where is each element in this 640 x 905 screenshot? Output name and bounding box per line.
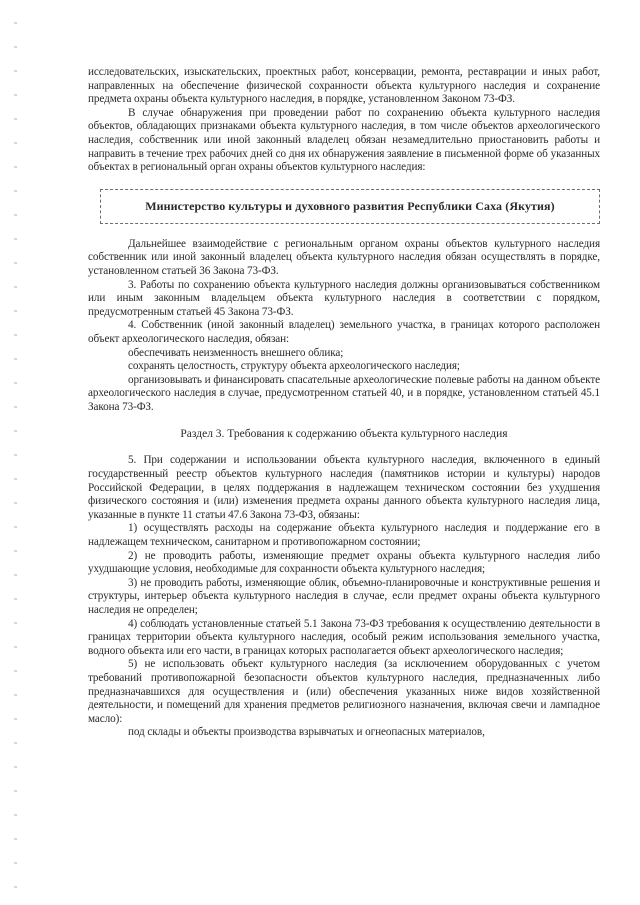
- list-item: 2) не проводить работы, изменяющие предмет охраны объекта культурного наследия либо ухудшающие условия, необходимые для сохранности объекта культурного наследия;: [88, 549, 600, 576]
- framed-authority-box: [100, 189, 600, 224]
- list-item: обеспечивать неизменность внешнего облика;: [128, 346, 344, 359]
- list-item: организовывать и финансировать спасательные археологические полевые работы на данном объекте археологического наследия в случае, предусмотренном статьей 40, и в порядке, установленном статьей 45.1 Закона 73-ФЗ.: [88, 373, 600, 413]
- paragraph: 5. При содержании и использовании объекта культурного наследия, включенного в единый государственный реестр объектов культурного наследия (памятников истории и культуры) народов Российской Федерации, в целях поддержания в надлежащем техническом состоянии без ухудшения физического состояния и (или) изменения предмета охраны данного объекта культурного наследия лица, указанные в пункте 11 статьи 47.6 Закона 73-ФЗ, обязаны:: [88, 454, 600, 521]
- list-item: под склады и объекты производства взрывчатых и огнеопасных материалов,: [128, 726, 485, 739]
- list-item: 3) не проводить работы, изменяющие облик, объемно-планировочные и конструктивные решения и структуры, интерьер объекта культурного наследия в случае, если предмет охраны объекта культурного наследия не определен;: [88, 576, 600, 616]
- paragraph: 4. Собственник (иной законный владелец) земельного участка, в границах которого расположен объект археологического наследия, обязан:: [88, 319, 600, 345]
- list-item: сохранять целостность, структуру объекта археологического наследия;: [128, 360, 460, 373]
- section-heading: Раздел 3. Требования к содержанию объекта культурного наследия: [180, 428, 508, 441]
- list-item: 5) не использовать объект культурного наследия (за исключением оборудованных с учетом требований противопожарной безопасности объектов культурного наследия, предназначенных либо предназначавшихся для осуществления и (или) обеспечения указанных ниже видов хозяйственной деятельности, и помещений для хранения предметов религиозного назначения, включая свечи и лампадное масло):: [88, 658, 600, 725]
- paragraph: В случае обнаружения при проведении работ по сохранению объекта культурного наследия объектов, обладающих признаками объекта культурного наследия, в том числе объектов археологического наследия, собственник или иной законный владелец обязан незамедлительно приостановить работы и направить в течение трех рабочих дней со дня их обнаружения заявление в письменной форме об указанных объектах в региональный орган охраны объектов культурного наследия:: [88, 106, 600, 174]
- paragraph: 3. Работы по сохранению объекта культурного наследия должны организовываться собственником или иным законным владельцем объекта культурного наследия в соответствии с порядком, предусмотренным статьей 45 Закона 73-ФЗ.: [88, 278, 600, 318]
- paragraph: Дальнейшее взаимодействие с региональным органом охраны объектов культурного наследия собственник или иной законный владелец объекта культурного наследия обязан осуществлять в порядке, установленном статьей 36 Закона 73-ФЗ.: [88, 237, 600, 277]
- list-item: 1) осуществлять расходы на содержание объекта культурного наследия и поддержание его в надлежащем техническом, санитарном и противопожарном состоянии;: [88, 522, 600, 549]
- authority-name: Министерство культуры и духовного развития Республики Саха (Якутия): [145, 198, 555, 213]
- list-item: 4) соблюдать установленные статьей 5.1 Закона 73-ФЗ требования к осуществлению деятельности в границах территории объекта культурного наследия, особый режим использования земельного участка, водного объекта или его части, в границах которых располагается объект археологического наследия;: [88, 617, 600, 657]
- scan-margin-dots: [14, 0, 17, 905]
- paragraph: исследовательских, изыскательских, проектных работ, консервации, ремонта, реставрации и иных работ, направленных на обеспечение физической сохранности объекта культурного наследия и сохранение предмета охраны объекта культурного наследия, в порядке, установленном Законом 73-ФЗ.: [88, 66, 600, 106]
